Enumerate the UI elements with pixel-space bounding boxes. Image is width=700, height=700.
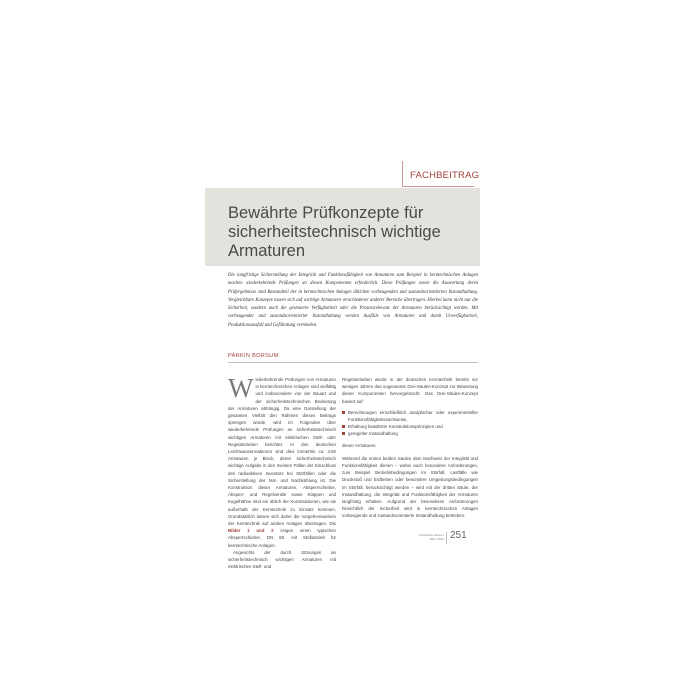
body-column-left: [228, 373, 336, 570]
list-item-text: Berechnungen einschließlich analytischer oder experimenteller Funktionsfähigkeitsnachweise,: [348, 409, 478, 423]
section-tag: FACHBEITRAG: [410, 170, 480, 181]
bullet-square-icon: [342, 411, 345, 414]
author-divider: [228, 362, 478, 363]
bullet-list: [342, 409, 478, 438]
article-abstract: Die langfristige Sicherstellung der Integrität und Funktionsfähigkeit von Armaturen zum Beispiel in kerntechnischen Anlagen machen wiederkehrende Prüfungen an diesen Komponenten erforderlich. Diese Prüfungen sowie die Auswertung deren Prüfergebnisse sind Bestandteil der in kerntechnischen Anlagen üblichen vorbeugenden und zustandsorientierten Instandhaltung. Vergleichbare Konzepte lassen sich auf wichtige Armaturen verschiedener anderer Bereiche übertragen. Hierbei kann nicht nur die Sicherheit, sondern auch die gesteuerte Verfügbarkeit oder die Prozessrelevanz der Armaturen berücksichtigt werden. Mit vorbeugender und zustandsorientierter Instandhaltung werden Ausfälle von Armaturen und damit Unverfügbarkeit, Produktionsausfall und Gefährdung vermieden.: [228, 273, 478, 328]
body-text: iederkehrende Prüfungen von Armaturen in kerntechnischen Anlagen sind vielfältig und insbesondere von der Bauart und der sicherheitstechnischen Bedeutung der Armaturen abhängig. Da eine Darstellung der gesamten Vielfalt den Rahmen dieses Beitrags sprengen würde, wird im Folgenden über wiederkehrende Prüfungen an sicherheitstechnisch wichtigen Armaturen mit elektrischen Stell- oder Regelantrieben berichtet. In den deutschen Leichtwasserreaktoren sind dies immerhin ca. 3.50 Armaturen je Block, deren sicherheitstechnisch wichtige Aufgabe in den meisten Fällen der Einschluss des radioaktiven Inventars bei Störfällen oder die Sicherstellung der Not- und Nachkühlung ist. Die Konstruktion dieser Armaturen, Absperrschieber, Absperr- und Regelventile sowie Klappen und Kugelhähne sind ein üblich der Konstruktionen, wie sie außerhalb der Kerntechnik zu Einsatz kommen. Grundsätzlich lassen sich daher die Vorgehensweisen der Kerntechnik auf andere Anlagen übertragen. Die: [228, 377, 336, 527]
body-paragraph: Während die ersten beiden Säulen dem Nachweis der Integrität und Funktionsfähigkeit dienen – wobei auch besondere Anforderungen, zum Beispiel Betriebsbedingungen im Störfall, Lastfälle wie Druckstoß und Erdbeben oder besondere Umgebungsbedingungen im Störfall, berücksichtigt werden – wird mit der dritten Säule, der Instandhaltung, die Integrität und Funktionsfähigkeit der Armaturen langfristig erhalten. Aufgrund der besonderen Anforderungen hinsichtlich der Sicherheit wird in kerntechnischen Anlagen vorbeugende und zustandsorientierte Instandhaltung betrieben.: [342, 455, 478, 519]
body-paragraph: Regelantrieben wurde in der deutschen Kerntechnik bereits vor wenigen Jahren das sogenannte Drei-Säulen-Konzept zur Bewertung dieser Komponenten hervorgebracht. Das Drei-Säulen-Konzept basiert auf:: [342, 377, 478, 404]
body-paragraph: [228, 373, 336, 549]
list-item: [342, 409, 478, 423]
figure-reference: Bilder 1 und 2: [228, 528, 274, 534]
list-item-text: Erhaltung bewährter Konstruktionsprinzipien und: [348, 424, 443, 430]
list-item: [342, 423, 478, 430]
body-text: zeigen einen typischen Absperrschieber, DN 80, mit Stellantrieb für kerntechnische Anlagen.: [228, 528, 336, 548]
section-tag-rule-horizontal: [402, 186, 474, 187]
article-title: Bewährte Prüfkonzepte für sicherheitstechnisch wichtige Armaturen: [228, 204, 441, 260]
body-paragraph: dieser Armaturen.: [342, 442, 377, 448]
drop-cap: W: [228, 373, 254, 403]
folio-divider: [446, 532, 447, 544]
bullet-square-icon: [342, 425, 345, 428]
bullet-square-icon: [342, 432, 345, 435]
body-column-right: [342, 376, 478, 520]
folio-journal-name: Industriearmaturen März 2016: [418, 533, 444, 541]
body-paragraph: Angesichts der durch Störungen an sicherheitstechnisch wichtigen Armaturen mit elektrischen Stell- und: [228, 549, 336, 570]
list-item: [342, 430, 478, 437]
list-item-text: geregelter Instandhaltung: [348, 431, 398, 437]
author-name: PARKIN BORSUM: [228, 353, 279, 359]
page-number: 251: [450, 530, 467, 541]
section-tag-rule-vertical: [402, 161, 403, 187]
